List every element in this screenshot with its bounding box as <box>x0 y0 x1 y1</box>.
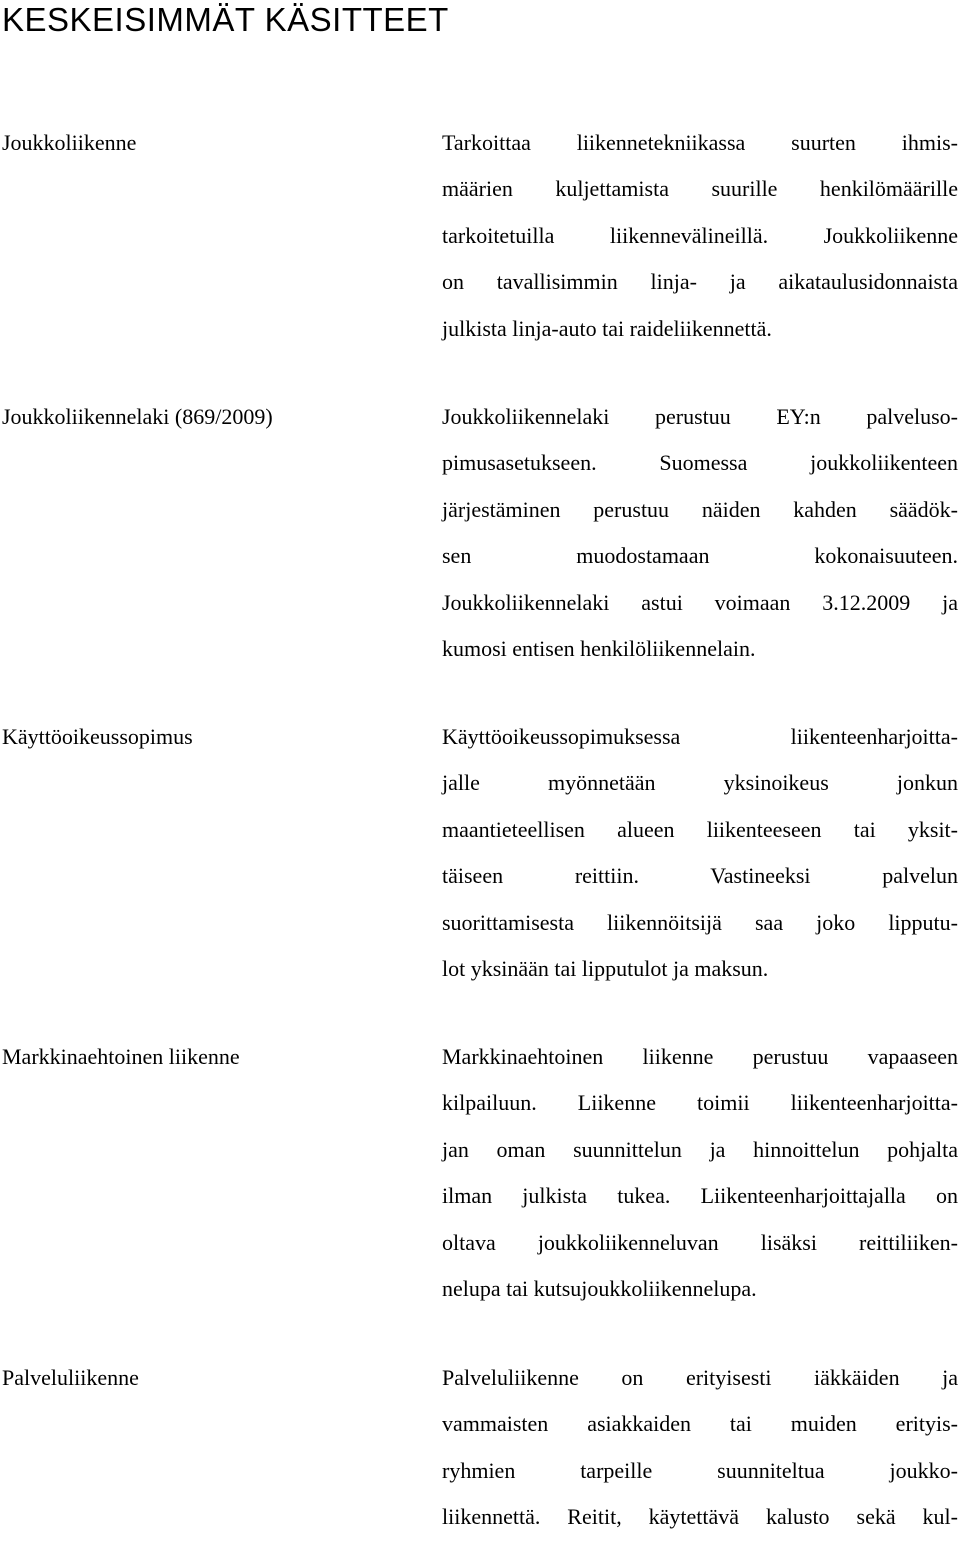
definition-line: järjestäminen perustuu näiden kahden säädök- <box>442 496 958 522</box>
definition-line: ilman julkista tukea. Liikenteenharjoittajalla on <box>442 1183 958 1209</box>
definition-line: ryhmien tarpeille suunniteltua joukko- <box>442 1457 958 1483</box>
definition-line: sen muodostamaan kokonaisuuteen. <box>442 543 958 569</box>
definition-line: täiseen reittiin. Vastineeksi palvelun <box>442 863 958 889</box>
definition-line: pimusasetukseen. Suomessa joukkoliikenteen <box>442 450 958 476</box>
definition-palveluliikenne <box>442 1355 958 1541</box>
definition-line: määrien kuljettamista suurille henkilömäärille <box>442 176 958 202</box>
definition-joukkoliikenne <box>442 120 958 352</box>
definition-line: Käyttöoikeussopimuksessa liikenteenharjoitta- <box>442 724 958 749</box>
term-palveluliikenne: Palveluliikenne <box>2 1365 139 1390</box>
term-joukkoliikennelaki: Joukkoliikennelaki (869/2009) <box>2 404 273 429</box>
definition-line: kilpailuun. Liikenne toimii liikenteenharjoitta- <box>442 1090 958 1116</box>
term-kayttooikeussopimus: Käyttöoikeussopimus <box>2 724 193 749</box>
definition-line: liikennettä. Reitit, käytettävä kalusto sekä kul- <box>442 1504 958 1530</box>
definition-line: kumosi entisen henkilöliikennelain. <box>442 635 756 661</box>
definition-line: Palveluliikenne on erityisesti iäkkäiden ja <box>442 1365 958 1390</box>
page-title: KESKEISIMMÄT KÄSITTEET <box>2 1 449 38</box>
definition-line: oltava joukkoliikenneluvan lisäksi reittiliiken- <box>442 1229 958 1255</box>
definition-kayttooikeussopimus <box>442 714 958 992</box>
definition-line: Joukkoliikennelaki perustuu EY:n palveluso- <box>442 404 958 429</box>
definition-line: Tarkoittaa liikennetekniikassa suurten ihmis- <box>442 130 958 155</box>
definition-markkinaehtoinen-liikenne <box>442 1034 958 1312</box>
definition-joukkoliikennelaki <box>442 394 958 672</box>
definition-line: tarkoitetuilla liikennevälineillä. Joukkoliikenne <box>442 222 958 248</box>
definition-line: Joukkoliikennelaki astui voimaan 3.12.2009 ja <box>442 589 958 615</box>
definition-line: suorittamisesta liikennöitsijä saa joko lipputu- <box>442 909 958 935</box>
term-joukkoliikenne: Joukkoliikenne <box>2 130 137 155</box>
term-markkinaehtoinen-liikenne: Markkinaehtoinen liikenne <box>2 1044 240 1069</box>
definition-line: nelupa tai kutsujoukkoliikennelupa. <box>442 1275 757 1301</box>
definition-line: julkista linja-auto tai raideliikennettä. <box>442 315 772 341</box>
definition-line: jalle myönnetään yksinoikeus jonkun <box>442 770 958 796</box>
definition-line: lot yksinään tai lipputulot ja maksun. <box>442 955 769 981</box>
definition-line: Markkinaehtoinen liikenne perustuu vapaaseen <box>442 1044 958 1069</box>
definition-line: vammaisten asiakkaiden tai muiden erityis- <box>442 1411 958 1437</box>
definition-line: jan oman suunnittelun ja hinnoittelun pohjalta <box>442 1136 958 1162</box>
definition-line: on tavallisimmin linja- ja aikataulusidonnaista <box>442 269 958 295</box>
definition-line: maantieteellisen alueen liikenteeseen tai yksit- <box>442 816 958 842</box>
